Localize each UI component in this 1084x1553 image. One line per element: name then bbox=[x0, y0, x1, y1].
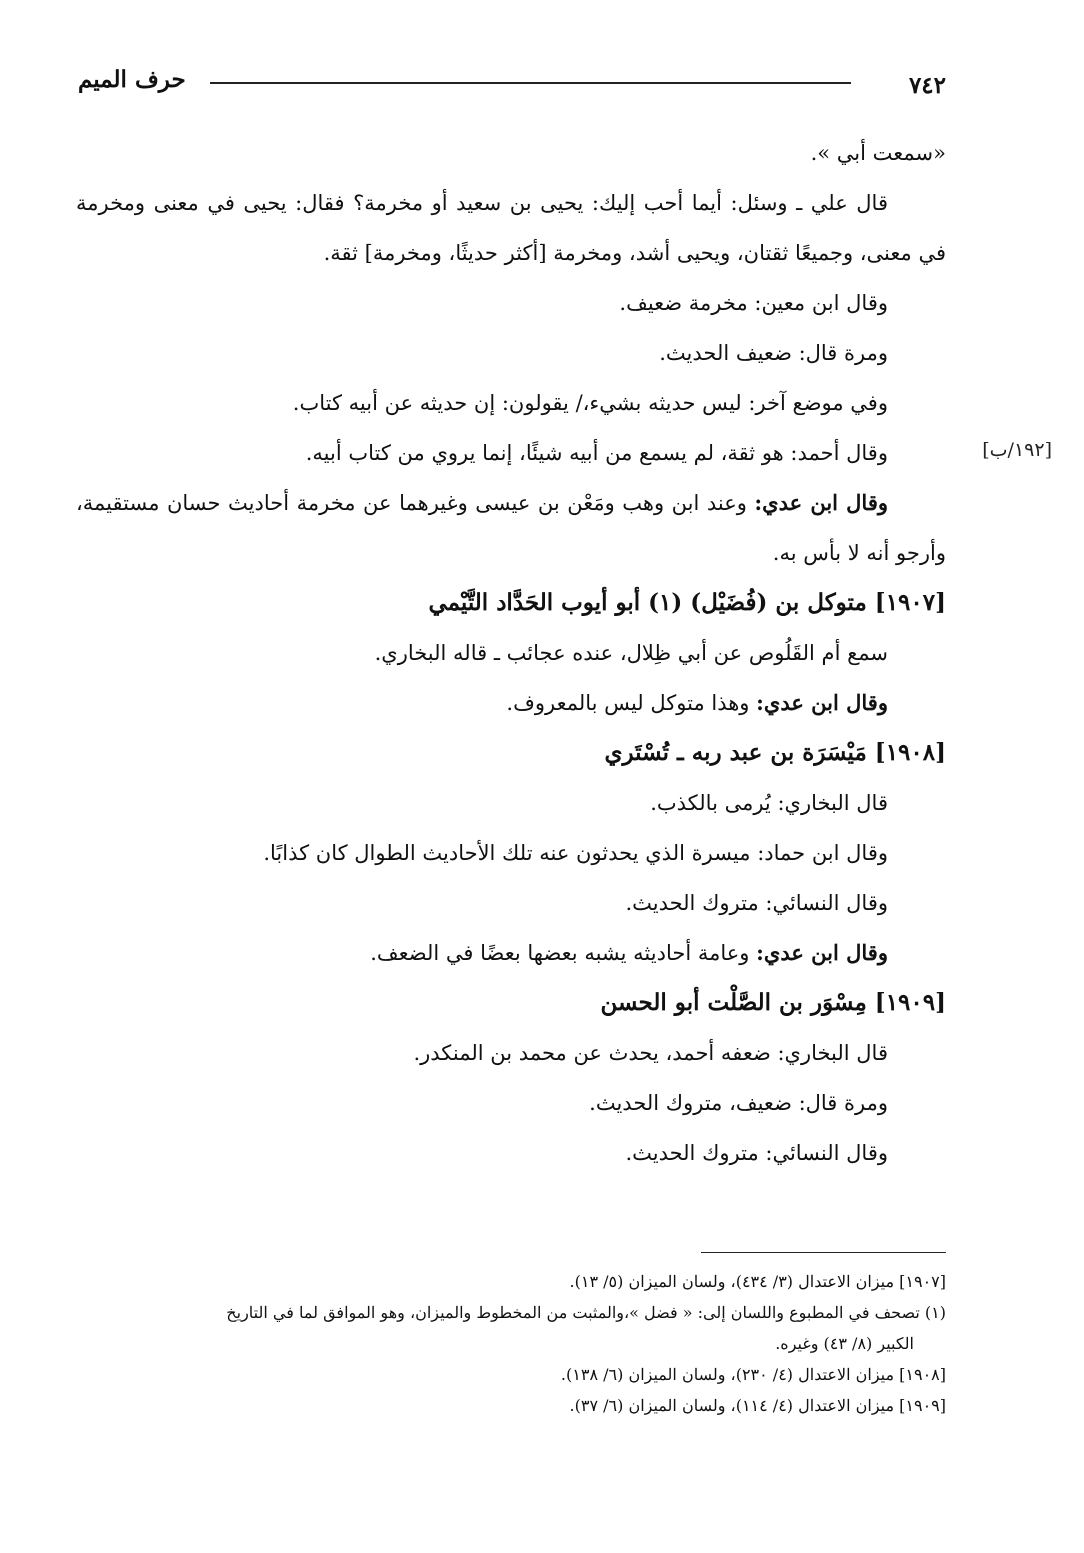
text-line bbox=[76, 678, 946, 728]
footnote: [١٩٠٨] ميزان الاعتدال (٤/ ٢٣٠)، ولسان الميزان (٦/ ١٣٨). bbox=[560, 1365, 946, 1384]
text-line: قال البخاري: ضعفه أحمد، يحدث عن محمد بن المنكدر. bbox=[413, 1041, 888, 1065]
text-line: ومرة قال: ضعيف الحديث. bbox=[659, 341, 888, 365]
speaker-label: وقال ابن عدي: bbox=[756, 690, 888, 715]
text-line: وفي موضع آخر: ليس حديثه بشيء،/ يقولون: إن حديثه عن أبيه كتاب. bbox=[292, 391, 888, 415]
text-line: «سمعت أبي ». bbox=[810, 141, 946, 165]
text-line: قال البخاري: يُرمى بالكذب. bbox=[650, 791, 888, 815]
footnote: [١٩٠٧] ميزان الاعتدال (٣/ ٤٣٤)، ولسان الميزان (٥/ ١٣). bbox=[569, 1272, 946, 1291]
text-line: سمع أم القَلُوص عن أبي ظِلال، عنده عجائب ـ قاله البخاري. bbox=[374, 641, 888, 665]
manuscript-folio-note: [١٩٢/ب] bbox=[982, 439, 1052, 461]
header-rule bbox=[210, 82, 851, 84]
entry-title-1909: [١٩٠٩] مِسْوَر بن الصَّلْت أبو الحسن bbox=[600, 989, 946, 1016]
entry-title-1908: [١٩٠٨] مَيْسَرَة بن عبد ربه ـ تُسْتَري bbox=[604, 739, 946, 766]
footnote: [١٩٠٩] ميزان الاعتدال (٤/ ١١٤)، ولسان الميزان (٦/ ٣٧). bbox=[569, 1396, 946, 1415]
speaker-label: وقال ابن عدي: bbox=[754, 490, 888, 515]
footnote-separator bbox=[701, 1252, 946, 1253]
text-span: وعامة أحاديثه يشبه بعضها بعضًا في الضعف. bbox=[370, 941, 750, 965]
text-line: وقال أحمد: هو ثقة، لم يسمع من أبيه شيئًا، إنما يروي من كتاب أبيه. bbox=[305, 441, 888, 465]
text-line: ومرة قال: ضعيف، متروك الحديث. bbox=[589, 1091, 888, 1115]
text-paragraph bbox=[76, 478, 946, 578]
text-span: وعند ابن وهب ومَعْن بن عيسى وغيرهما عن مخرمة أحاديث حسان مستقيمة، وأرجو أنه لا بأس به. bbox=[76, 491, 946, 565]
text-line bbox=[76, 928, 946, 978]
speaker-label: وقال ابن عدي: bbox=[756, 940, 888, 965]
footnote: (١) تصحف في المطبوع واللسان إلى: « فضل »،والمثبت من المخطوط والميزان، وهو الموافق لما في التاريخ bbox=[226, 1303, 946, 1322]
text-line: وقال النسائي: متروك الحديث. bbox=[625, 1141, 888, 1165]
chapter-title: حرف الميم bbox=[78, 66, 186, 93]
main-text bbox=[76, 128, 946, 1178]
footnote-continuation: الكبير (٨/ ٤٣) وغيره. bbox=[775, 1334, 914, 1353]
text-line: وقال ابن حماد: ميسرة الذي يحدثون عنه تلك الأحاديث الطوال كان كذابًا. bbox=[263, 841, 888, 865]
text-span: وهذا متوكل ليس بالمعروف. bbox=[506, 691, 750, 715]
text-line: وقال النسائي: متروك الحديث. bbox=[625, 891, 888, 915]
text-paragraph: قال علي ـ وسئل: أيما أحب إليك: يحيى بن سعيد أو مخرمة؟ فقال: يحيى في معنى ومخرمة في معنى، وجميعًا ثقتان، ويحيى أشد، ومخرمة [أكثر حديثًا، ومخرمة] ثقة. bbox=[76, 191, 946, 265]
page-number: ٧٤٢ bbox=[908, 72, 946, 99]
entry-title-1907: [١٩٠٧] متوكل بن (فُضَيْل) (١) أبو أيوب الحَدَّاد التَّيْمي bbox=[428, 589, 946, 616]
text-line: وقال ابن معين: مخرمة ضعيف. bbox=[619, 291, 888, 315]
running-header bbox=[60, 66, 946, 106]
footnotes bbox=[58, 1266, 946, 1421]
